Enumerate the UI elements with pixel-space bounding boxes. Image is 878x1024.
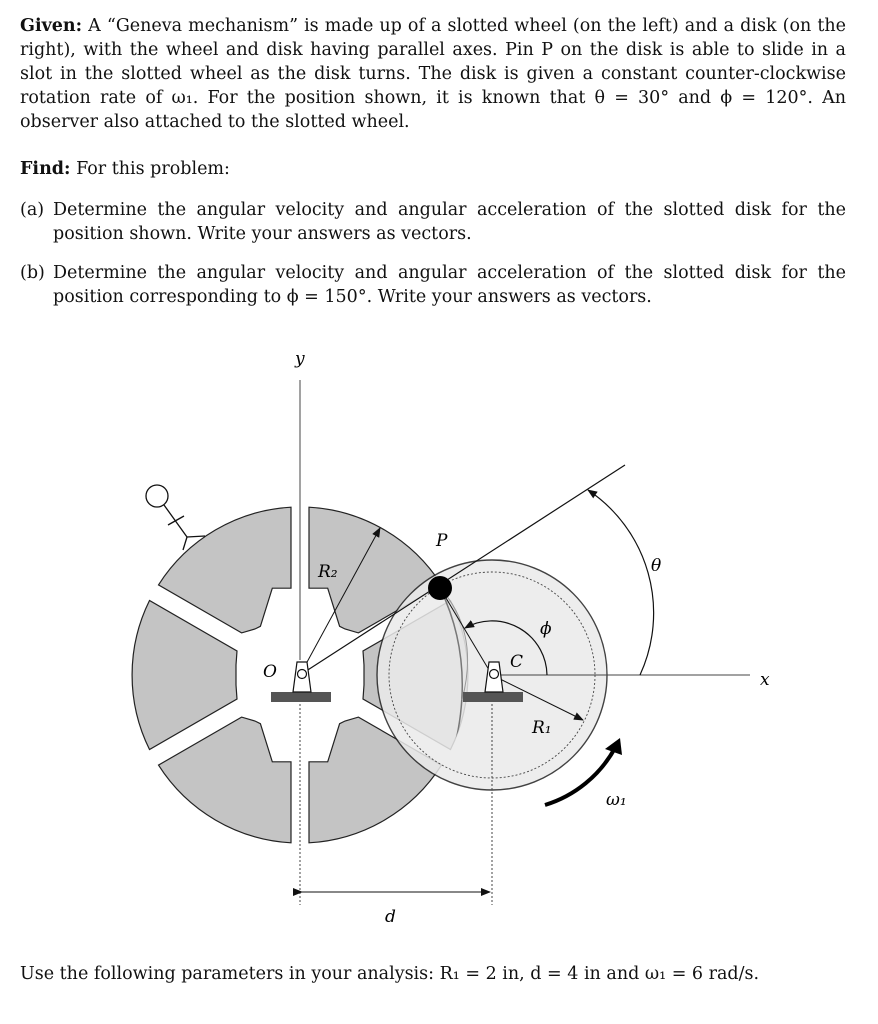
wheel-pivot-support [271, 662, 331, 702]
given-paragraph [20, 14, 846, 134]
label-c: C [510, 652, 524, 672]
given-text: A “Geneva mechanism” is made up of a slotted wheel (on the left) and a disk (on the right), with the wheel and disk having parallel axes. Pin P on the disk is able to slide in a slot in the slotted wheel as the disk turns. The disk is given a constant counter-clockwise rotation rate of ω₁. For the position shown, it is known that θ = 30° and ϕ = 120°. An observer also attached to the slotted wheel. [20, 16, 846, 132]
label-r1: R₁ [532, 718, 552, 738]
label-phi: ϕ [540, 619, 552, 639]
part-a-text: Determine the angular velocity and angular acceleration of the slotted disk for the position shown. Write your answers as vectors. [53, 200, 846, 244]
parameters-line: Use the following parameters in your analysis: R₁ = 2 in, d = 4 in and ω₁ = 6 rad/s. [20, 964, 760, 984]
wheel-sector-bottom-left [159, 717, 292, 843]
part-b-text: Determine the angular velocity and angular acceleration of the slotted disk for the position corresponding to ϕ = 150°. Write your answers as vectors. [53, 263, 846, 307]
label-p: P [436, 531, 448, 551]
geneva-mechanism-figure [0, 330, 878, 940]
pin-p [428, 576, 452, 600]
wheel-sector-left [132, 601, 237, 750]
observer-icon [146, 485, 205, 550]
label-r2: R₂ [318, 562, 338, 582]
given-label: Given: [20, 16, 83, 36]
label-omega1: ω₁ [606, 790, 627, 810]
label-x: x [760, 670, 770, 690]
part-a [20, 198, 846, 246]
label-o: O [263, 662, 277, 682]
label-d: d [385, 907, 396, 927]
part-b-label: (b) [20, 263, 45, 283]
find-label: Find: [20, 159, 71, 179]
disk-ground-bar [463, 692, 523, 702]
part-a-label: (a) [20, 200, 45, 220]
label-theta: θ [651, 556, 662, 576]
wheel-ground-bar [271, 692, 331, 702]
label-y: y [295, 349, 305, 369]
find-heading [20, 157, 846, 181]
part-b [20, 261, 846, 309]
find-text: For this problem: [76, 159, 230, 179]
